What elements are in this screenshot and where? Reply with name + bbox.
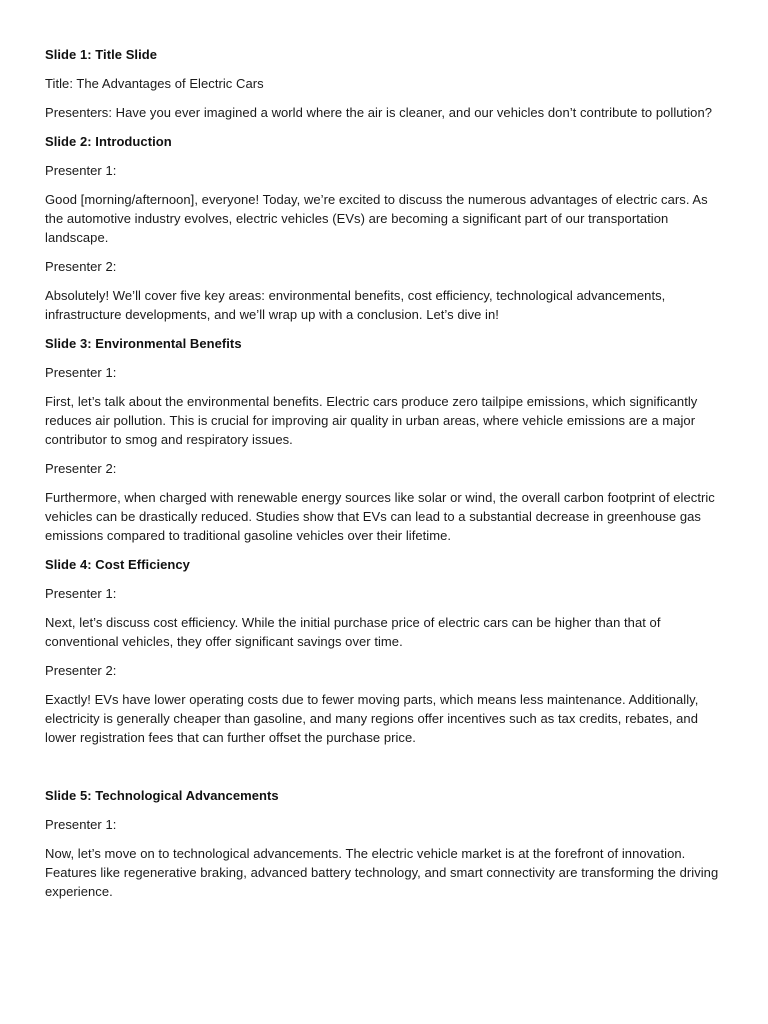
presenter-2-paragraph: Absolutely! We’ll cover five key areas: environmental benefits, cost efficiency, technological advancements, infrastructure developments, and we’ll wrap up with a conclusion. Let’s dive in! — [45, 288, 666, 322]
slide-1-title-line: Title: The Advantages of Electric Cars — [45, 76, 264, 91]
slide-5-section — [45, 786, 725, 901]
presenter-1-paragraph: Good [morning/afternoon], everyone! Today, we’re excited to discuss the numerous advantages of electric cars. As the automotive industry evolves, electric vehicles (EVs) are becoming a significant part of our transportation landscape. — [45, 192, 708, 245]
presenter-1-paragraph: Now, let’s move on to technological advancements. The electric vehicle market is at the forefront of innovation. Features like regenerative braking, advanced battery technology, and smart connectivity are transforming the driving experience. — [45, 846, 719, 899]
presenter-1-label: Presenter 1: — [45, 586, 117, 601]
empty-paragraph-spacer — [45, 757, 725, 786]
slide-3-heading: Slide 3: Environmental Benefits — [45, 336, 242, 351]
slide-2-heading: Slide 2: Introduction — [45, 134, 172, 149]
slide-5-heading: Slide 5: Technological Advancements — [45, 788, 279, 803]
presenter-2-label: Presenter 2: — [45, 259, 117, 274]
slide-4-section — [45, 555, 725, 747]
presenter-1-label: Presenter 1: — [45, 163, 117, 178]
presenter-1-paragraph: First, let’s talk about the environmental benefits. Electric cars produce zero tailpipe emissions, which significantly reduces air pollution. This is crucial for improving air quality in urban areas, where vehicle emissions are a major contributor to smog and respiratory issues. — [45, 394, 698, 447]
presenter-2-label: Presenter 2: — [45, 461, 117, 476]
presenter-2-paragraph: Furthermore, when charged with renewable energy sources like solar or wind, the overall carbon footprint of electric vehicles can be drastically reduced. Studies show that EVs can lead to a substantial decrease in greenhouse gas emissions compared to traditional gasoline vehicles over their lifetime. — [45, 490, 715, 543]
slide-1-heading: Slide 1: Title Slide — [45, 47, 158, 62]
slide-1-presenters-line: Presenters: Have you ever imagined a world where the air is cleaner, and our vehicles don’t contribute to pollution? — [45, 105, 713, 120]
document-page — [45, 45, 725, 911]
presenter-2-paragraph: Exactly! EVs have lower operating costs due to fewer moving parts, which means less maintenance. Additionally, electricity is generally cheaper than gasoline, and many regions offer incentives such as tax credits, rebates, and lower registration fees that can further offset the purchase price. — [45, 692, 699, 745]
presenter-1-paragraph: Next, let’s discuss cost efficiency. While the initial purchase price of electric cars can be higher than that of conventional vehicles, they offer significant savings over time. — [45, 615, 661, 649]
slide-4-heading: Slide 4: Cost Efficiency — [45, 557, 190, 572]
slide-3-section — [45, 334, 725, 545]
slide-1-section — [45, 45, 725, 122]
presenter-2-label: Presenter 2: — [45, 663, 117, 678]
slide-2-section — [45, 132, 725, 324]
presenter-1-label: Presenter 1: — [45, 817, 117, 832]
presenter-1-label: Presenter 1: — [45, 365, 117, 380]
